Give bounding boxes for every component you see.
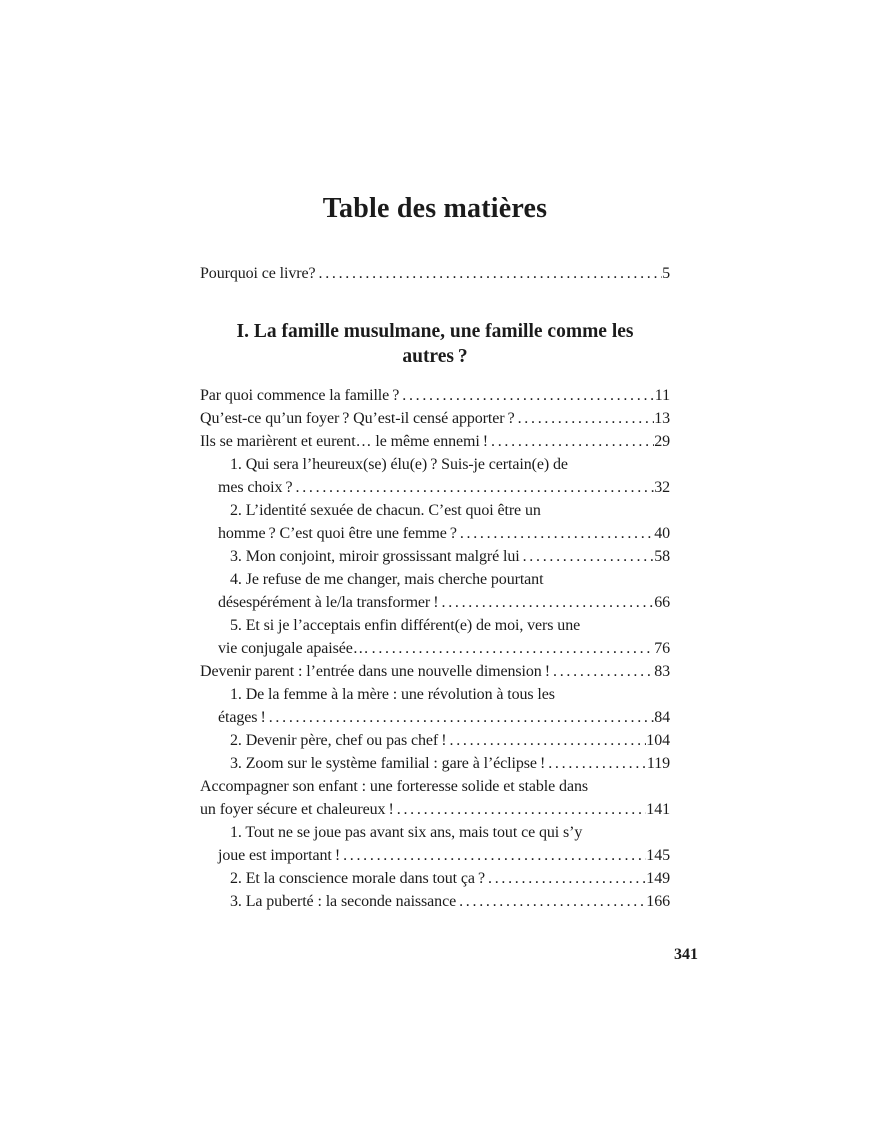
toc-entry [200,890,670,913]
toc-entry-page: 83 [654,663,670,680]
dot-leader [319,262,663,285]
toc-line [200,476,670,499]
toc-entry-text: homme ? C’est quoi être une femme ? [218,525,457,542]
toc-line [200,453,670,476]
toc-entry [200,752,670,775]
toc-line [200,775,670,798]
toc-entry [200,775,670,821]
toc-entry [200,545,670,568]
dot-leader [372,637,655,660]
toc-line [200,568,670,591]
toc-entry [200,729,670,752]
toc-line [200,683,670,706]
toc-entry-text: 3. Mon conjoint, miroir grossissant malgré lui [230,548,520,565]
toc-line [200,890,670,913]
dot-leader [518,407,655,430]
toc-entry-page: 32 [654,479,670,496]
toc-entry-text: 1. Tout ne se joue pas avant six ans, mais tout ce qui s’y [230,824,583,841]
toc-entry-text: joue est important ! [218,847,341,864]
dot-leader [397,798,647,821]
toc-entry-text: Accompagner son enfant : une forteresse solide et stable dans [200,778,588,795]
toc-entry-text: 3. La puberté : la seconde naissance [230,893,457,910]
toc-line [200,545,670,568]
toc-entry-page: 5 [662,265,670,282]
toc-entry-page: 141 [646,801,670,818]
toc-entry-text: 3. Zoom sur le système familial : gare à l’éclipse ! [230,755,546,772]
toc-entry-page: 40 [654,525,670,542]
toc-entry-text: étages ! [218,709,266,726]
toc-entry-text: un foyer sécure et chaleureux ! [200,801,394,818]
toc-entry-text: 2. Et la conscience morale dans tout ça ? [230,870,485,887]
dot-leader [548,752,647,775]
toc-line [200,798,670,821]
toc-entry [200,614,670,660]
toc-line [200,430,670,453]
toc-entry-page: 84 [654,709,670,726]
section-heading-line-1: I. La famille musulmane, une famille comme les [236,321,634,342]
toc-entry-page: 76 [654,640,670,657]
toc-entry [200,430,670,453]
toc-line [200,752,670,775]
dot-leader [450,729,647,752]
toc-line [200,821,670,844]
toc-entry [200,407,670,430]
toc-entry [200,660,670,683]
dot-leader [402,384,655,407]
toc-entry-page: 149 [646,870,670,887]
toc-entry-text: Pourquoi ce livre? [200,265,316,282]
toc-line [200,844,670,867]
section-heading-line-2: autres ? [402,346,468,367]
toc-entry-text: Ils se marièrent et eurent… le même ennemi ! [200,433,489,450]
dot-leader [269,706,654,729]
toc-line [200,591,670,614]
toc-entry [200,453,670,499]
toc-entry [200,262,670,285]
toc-entry-text: mes choix ? [218,479,293,496]
toc-entry-text: Par quoi commence la famille ? [200,387,400,404]
toc-intro-list [200,262,670,285]
toc-entry [200,683,670,729]
toc-line [200,614,670,637]
toc-entry [200,384,670,407]
toc-line [200,499,670,522]
toc-entry-page: 119 [646,755,670,772]
toc-line [200,867,670,890]
toc-entry [200,867,670,890]
toc-entry-page: 104 [646,732,670,749]
dot-leader [460,522,654,545]
dot-leader [442,591,655,614]
toc-entry-text: vie conjugale apaisée… [218,640,369,657]
toc-entry [200,821,670,867]
dot-leader [459,890,646,913]
toc-line [200,522,670,545]
toc-entry-text: 1. De la femme à la mère : une révolution à tous les [230,686,555,703]
toc-line [200,262,670,285]
toc-entry-page: 29 [654,433,670,450]
toc-entry-page: 11 [654,387,670,404]
section-heading [200,319,670,369]
toc-list [200,384,670,913]
toc-entry-text: 4. Je refuse de me changer, mais cherche pourtant [230,571,544,588]
toc-entry [200,568,670,614]
dot-leader [553,660,654,683]
dot-leader [491,430,654,453]
toc-entry-page: 166 [646,893,670,910]
toc-entry-text: désespérément à le/la transformer ! [218,594,439,611]
toc-line [200,706,670,729]
toc-entry-text: Qu’est-ce qu’un foyer ? Qu’est-il censé apporter ? [200,410,515,427]
dot-leader [343,844,646,867]
toc-entry-page: 58 [654,548,670,565]
toc-line [200,384,670,407]
toc-entry-page: 66 [654,594,670,611]
toc-entry-text: 1. Qui sera l’heureux(se) élu(e) ? Suis-je certain(e) de [230,456,568,473]
toc-line [200,729,670,752]
toc-line [200,407,670,430]
toc-entry-text: 2. L’identité sexuée de chacun. C’est quoi être un [230,502,541,519]
toc-entry-page: 145 [646,847,670,864]
dot-leader [488,867,646,890]
page-number: 341 [674,946,698,963]
toc-entry-text: Devenir parent : l’entrée dans une nouvelle dimension ! [200,663,551,680]
dot-leader [523,545,655,568]
toc-entry-text: 2. Devenir père, chef ou pas chef ! [230,732,447,749]
toc-line [200,660,670,683]
toc-entry-page: 13 [654,410,670,427]
toc-title: Table des matières [322,193,548,224]
toc-entry-text: 5. Et si je l’acceptais enfin différent(e) de moi, vers une [230,617,581,634]
dot-leader [296,476,655,499]
toc-line [200,637,670,660]
toc-entry [200,499,670,545]
